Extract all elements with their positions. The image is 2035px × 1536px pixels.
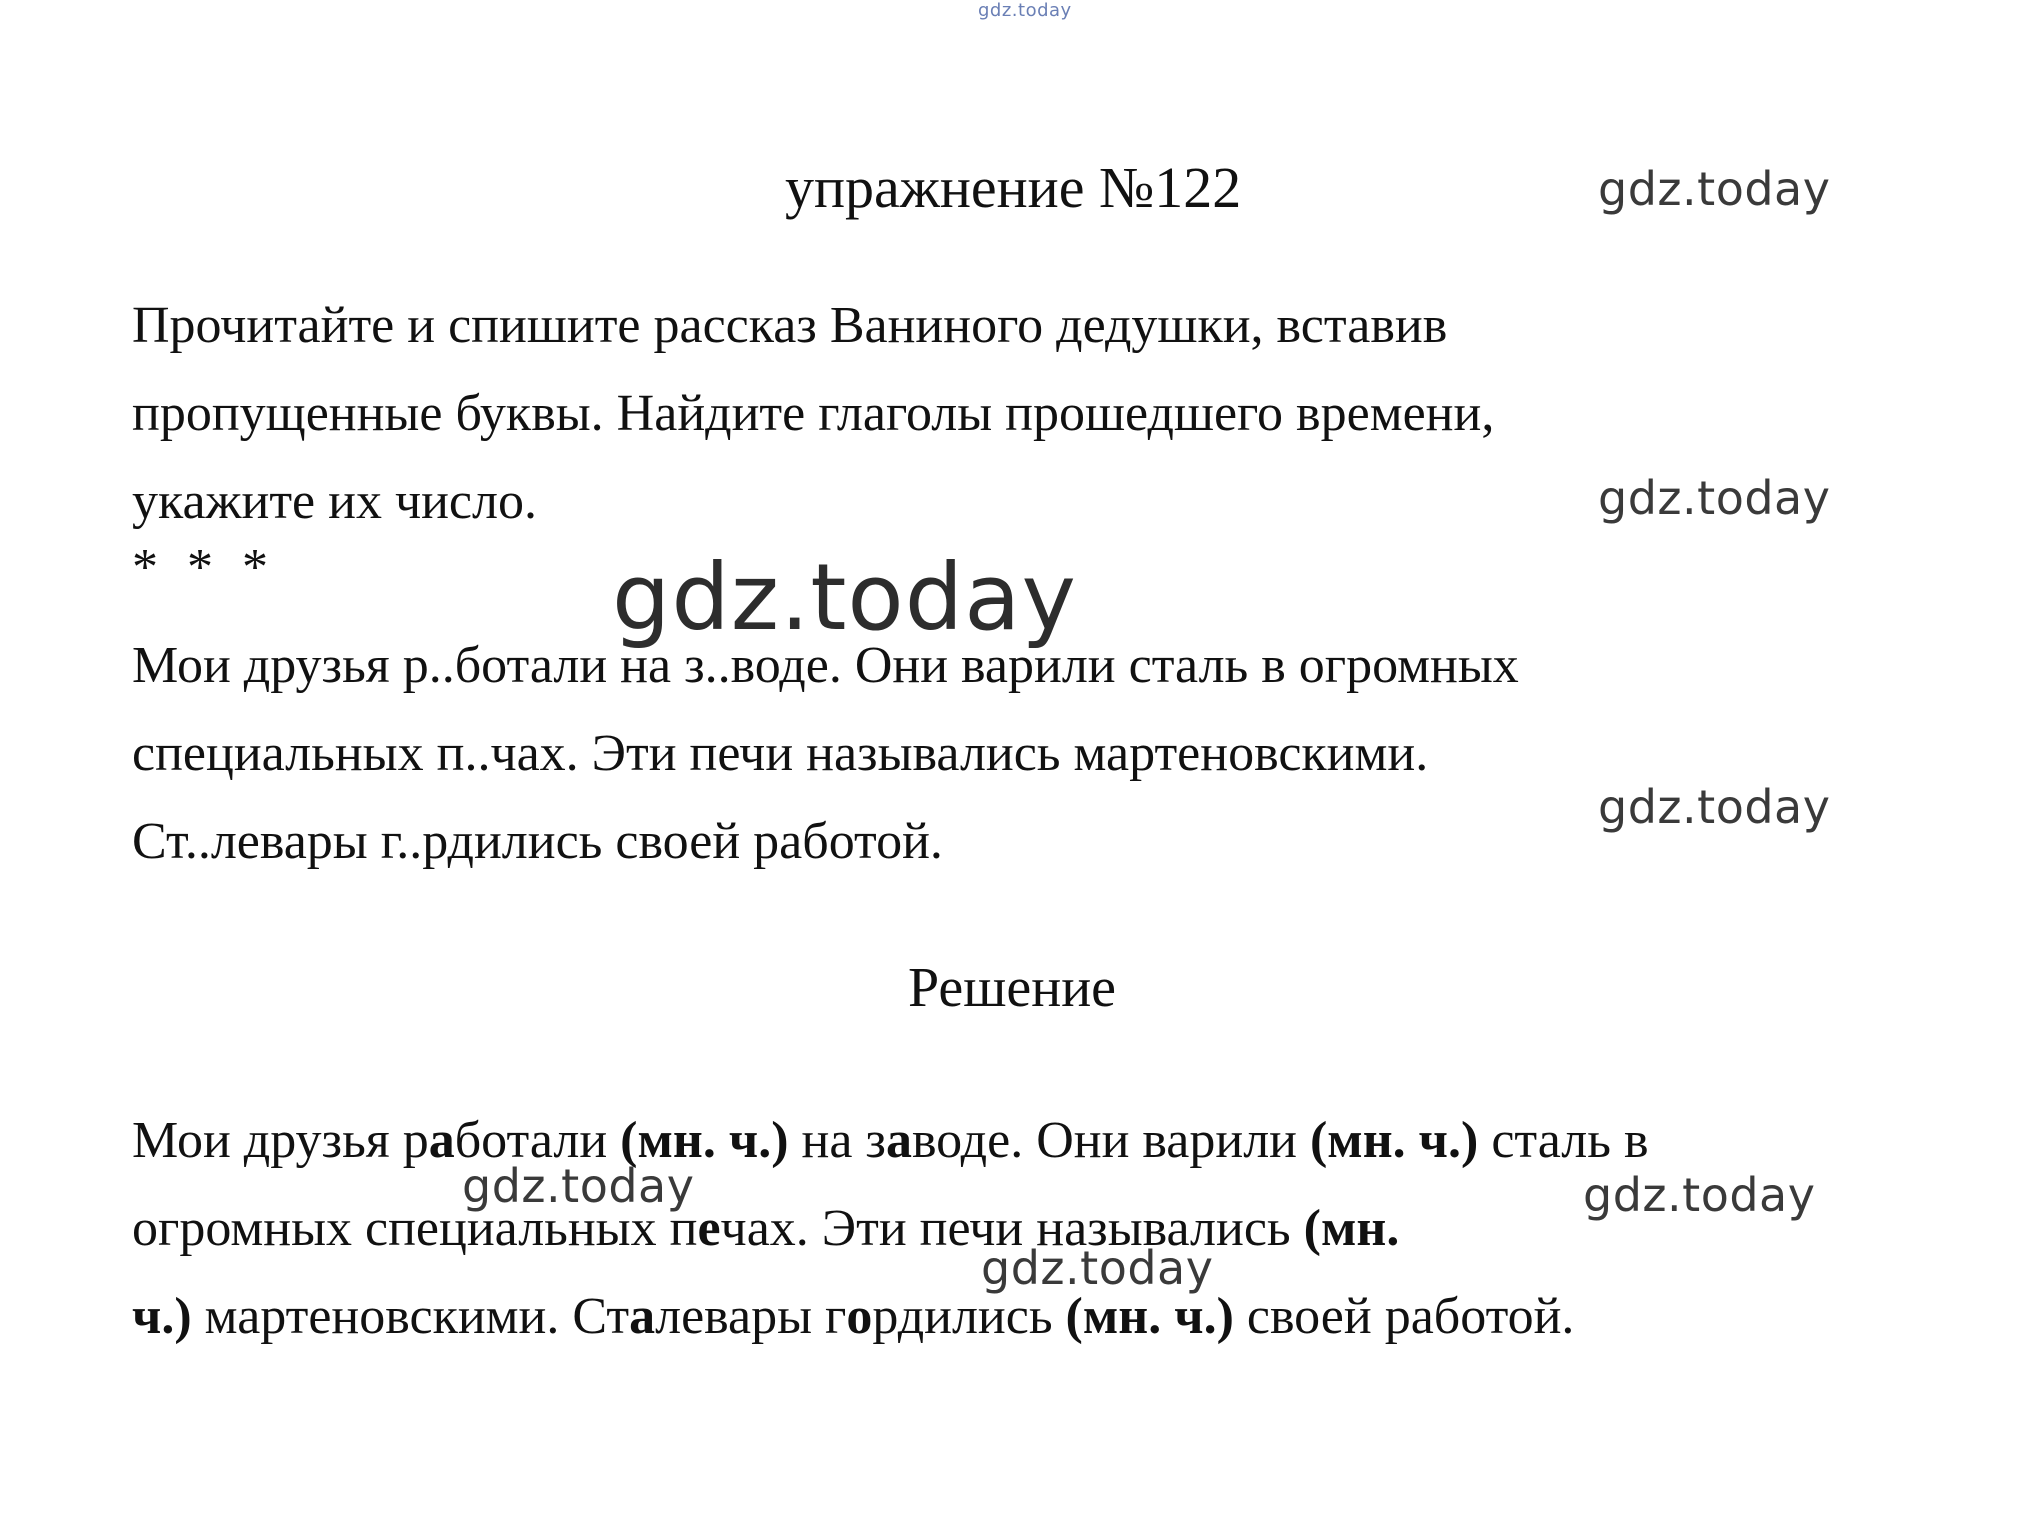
solution-text-part: рдились (872, 1288, 1066, 1345)
solution-text-part: воде. Они варили (911, 1112, 1310, 1169)
watermark-right-1: gdz.today (1598, 162, 1831, 216)
solution-text-part: ботали (454, 1112, 621, 1169)
solution-line (132, 1097, 1649, 1185)
watermark-top: gdz.today (978, 0, 1072, 21)
solution-text-part: Мои друзья р (132, 1112, 429, 1169)
inserted-letter: а (428, 1112, 455, 1169)
watermark-solution-1: gdz.today (462, 1159, 695, 1213)
watermark-solution-3: gdz.today (981, 1241, 1214, 1295)
solution-text-part: левары г (655, 1288, 847, 1345)
solution-text-part: огромных специальных п (132, 1200, 698, 1257)
story-line: Мои друзья р..ботали на з..воде. Они варили сталь в огромных (132, 637, 1519, 694)
solution-line (132, 1273, 1649, 1361)
inserted-letter: а (885, 1112, 912, 1169)
exercise-title: упражнение №122 (785, 155, 1242, 220)
story-text (132, 622, 1519, 886)
watermark-right-2: gdz.today (1598, 471, 1831, 525)
watermark-solution-2: gdz.today (1583, 1168, 1816, 1222)
number-note: (мн. (1303, 1200, 1400, 1257)
task-text (132, 282, 1494, 546)
story-line: Ст..левары г..рдились своей работой. (132, 813, 943, 870)
task-line: укажите их число. (132, 473, 537, 530)
solution-text-part: на з (788, 1112, 886, 1169)
inserted-letter: о (846, 1288, 873, 1345)
inserted-letter: е (697, 1200, 721, 1257)
solution-text (132, 1097, 1649, 1361)
story-line: специальных п..чах. Эти печи назывались мартеновскими. (132, 725, 1429, 782)
number-note: (мн. ч.) (1309, 1112, 1479, 1169)
watermark-large: gdz.today (612, 544, 1077, 651)
number-note: ч.) (132, 1288, 192, 1345)
number-note: (мн. ч.) (1065, 1288, 1234, 1345)
task-line: Прочитайте и спишите рассказ Ваниного дедушки, вставив (132, 297, 1448, 354)
solution-line (132, 1185, 1649, 1273)
solution-text-part: сталь в (1478, 1112, 1649, 1169)
task-line: пропущенные буквы. Найдите глаголы прошедшего времени, (132, 385, 1495, 442)
watermark-right-3: gdz.today (1598, 780, 1831, 834)
solution-text-part: своей работой. (1233, 1288, 1575, 1345)
solution-heading: Решение (908, 957, 1117, 1019)
section-separator: * * * (132, 539, 276, 596)
number-note: (мн. ч.) (620, 1112, 789, 1169)
solution-text-part: мартеновскими. Ст (191, 1288, 630, 1345)
solution-text-part: чах. Эти печи назывались (720, 1200, 1304, 1257)
inserted-letter: а (629, 1288, 656, 1345)
